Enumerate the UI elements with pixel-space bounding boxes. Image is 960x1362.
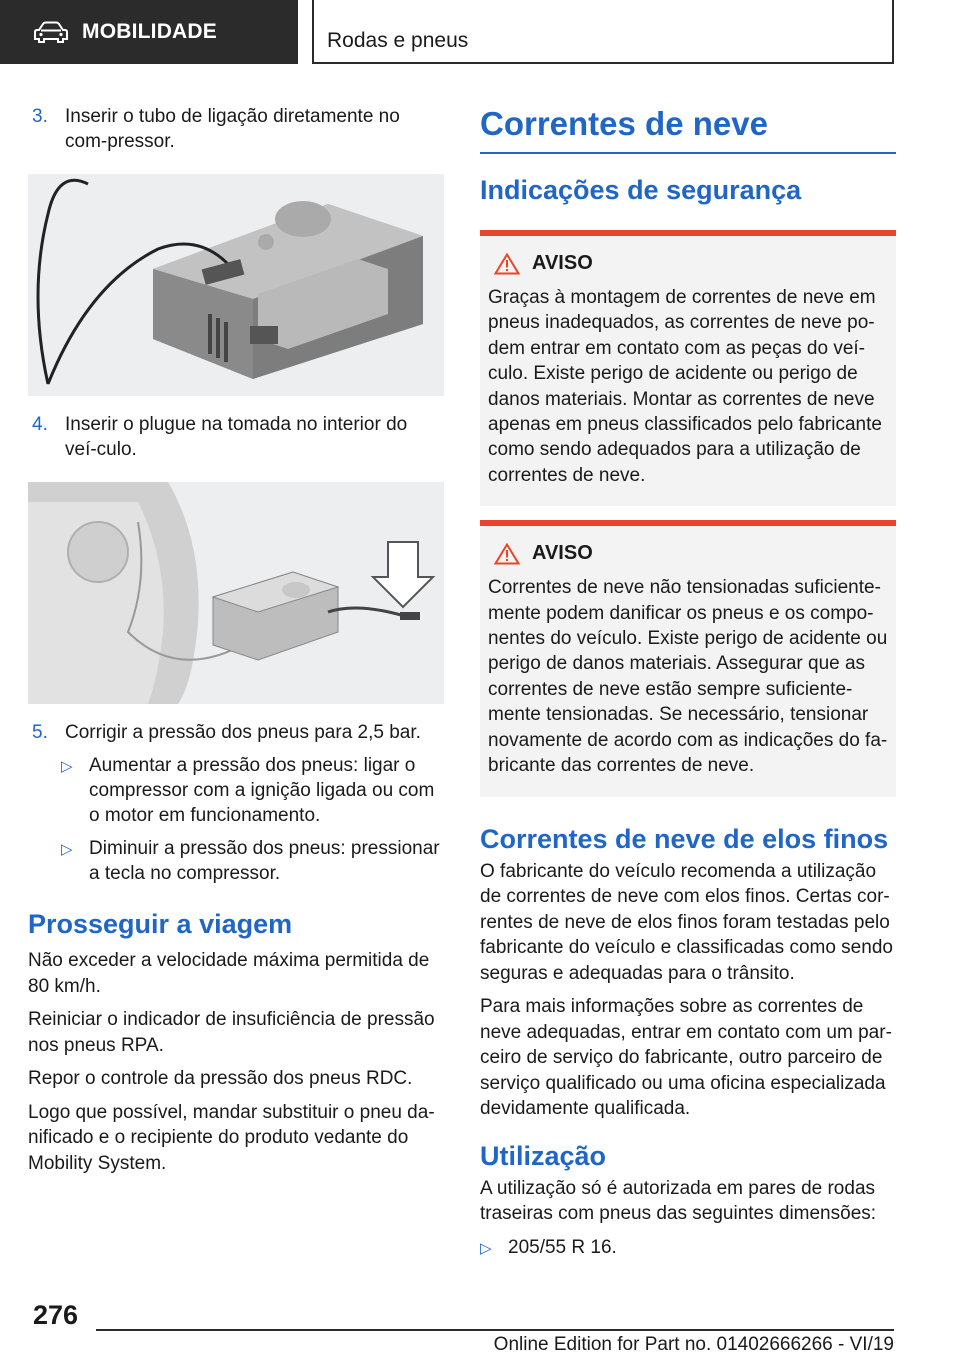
page-title: Correntes de neve — [480, 104, 896, 154]
triangle-bullet-icon: ▷ — [61, 758, 73, 775]
left-column — [28, 104, 444, 1184]
paragraph: O fabricante do veículo recomenda a utilização de correntes de neve com elos finos. Certas cor-rentes de neve de elos finos foram testadas pelo fabricante do veículo e classificadas como sendo seguras e adequadas para o trânsito. — [480, 860, 893, 984]
paragraph: Não exceder a velocidade máxima permitida de 80 km/h. — [28, 950, 430, 997]
paragraph: A utilização só é autorizada em pares de rodas traseiras com pneus das seguintes dimensões: — [480, 1177, 877, 1224]
chapter-header — [312, 0, 894, 64]
compressor-illustration — [28, 174, 444, 396]
warning-triangle-icon — [494, 253, 520, 275]
step-number: 4. — [32, 414, 48, 435]
wheel-compressor-illustration — [28, 482, 444, 704]
section-heading: Utilização — [480, 1140, 607, 1171]
list-item-text: 205/55 R 16. — [508, 1236, 617, 1258]
step-text: Inserir o tubo de ligação diretamente no com-pressor. — [65, 106, 400, 152]
section-heading: Correntes de neve de elos finos — [480, 823, 889, 854]
footer-divider — [96, 1329, 894, 1331]
paragraph: Para mais informações sobre as correntes de neve adequadas, entrar em contato com um par-ceiro de serviço do fabricante, outro parceiro de serviço qualificado ou uma oficina especializada devidamente qualificada. — [480, 996, 892, 1119]
list-item-text: Aumentar a pressão dos pneus: ligar o compressor com a ignição ligada ou com o motor em funcionamento. — [89, 755, 435, 826]
step-text: Inserir o plugue na tomada no interior do veí-culo. — [65, 414, 408, 460]
subsection-heading: Indicações de segurança — [480, 175, 802, 205]
list-item-text: Diminuir a pressão dos pneus: pressionar a tecla no compressor. — [89, 838, 440, 884]
step-4 — [28, 412, 444, 462]
paragraph: Logo que possível, mandar substituir o pneu da-nificado e o recipiente do produto vedante do Mobility System. — [28, 1101, 435, 1174]
list-item — [61, 753, 444, 828]
page-number: 276 — [33, 1300, 79, 1330]
triangle-bullet-icon: ▷ — [480, 1239, 492, 1257]
warning-header — [494, 252, 888, 275]
warning-text: Correntes de neve não tensionadas suficiente-mente podem danificar os pneus e os compo-nentes do veículo. Existe perigo de acidente ou perigo de danos materiais. Assegurar que as correntes de neve estão sempre suficiente-mente tensionadas. Se necessário, tensionar novamente de acordo com as indicações do fa-bricante das correntes de neve. — [488, 577, 888, 777]
section-title: MOBILIDADE — [82, 20, 217, 43]
triangle-bullet-icon: ▷ — [61, 841, 73, 858]
list-item — [61, 836, 444, 886]
car-icon — [34, 21, 68, 43]
warning-header — [494, 542, 888, 565]
chapter-title: Rodas e pneus — [327, 29, 469, 52]
right-column — [480, 104, 896, 1269]
warning-label: AVISO — [532, 542, 593, 565]
paragraph: Reiniciar o indicador de insuficiência de pressão nos pneus RPA. — [28, 1009, 435, 1056]
step-text: Corrigir a pressão dos pneus para 2,5 bar. — [65, 722, 421, 743]
step-5 — [28, 720, 444, 745]
warning-triangle-icon — [494, 543, 520, 565]
step-3 — [28, 104, 444, 154]
section-tab — [0, 0, 298, 64]
warning-box — [480, 230, 896, 506]
warning-box — [480, 520, 896, 796]
warning-text: Graças à montagem de correntes de neve em pneus inadequados, as correntes de neve po-dem entrar em contato com as peças do veí-culo. Existe perigo de acidente ou perigo de danos materiais. Montar as correntes de neve apenas em pneus classificados pelo fabricante como sendo adequados para a utilização de correntes de neve. — [488, 287, 882, 486]
step-number: 5. — [32, 722, 48, 743]
step-number: 3. — [32, 106, 48, 127]
list-item — [480, 1235, 896, 1261]
paragraph: Repor o controle da pressão dos pneus RDC. — [28, 1068, 413, 1089]
edition-note: Online Edition for Part no. 01402666266 - VI/19 — [493, 1334, 894, 1355]
warning-label: AVISO — [532, 252, 593, 274]
section-heading: Prosseguir a viagem — [28, 909, 293, 939]
